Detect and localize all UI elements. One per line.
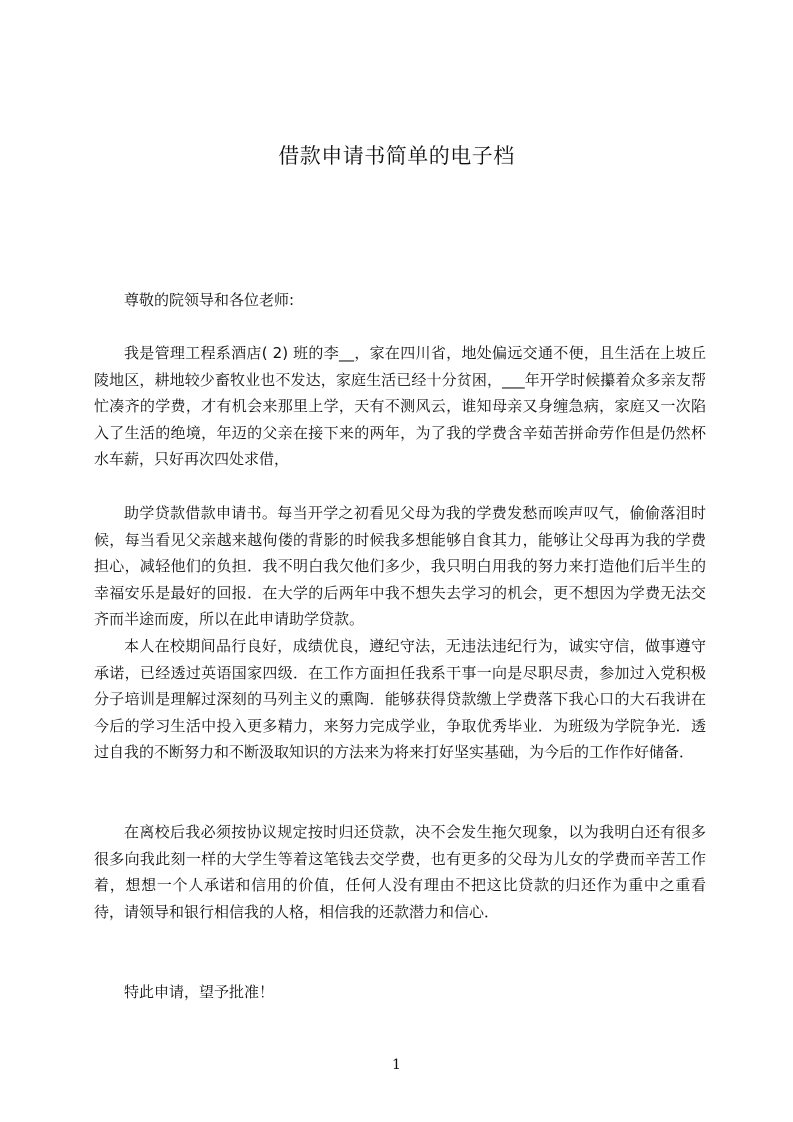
- body-paragraph-2: 助学贷款借款申请书。每当开学之初看见父母为我的学费发愁而唉声叹气，偷偷落泪时候，每当看见父亲越来越佝偻的背影的时候我多想能够自食其力，能够让父母再为我的学费担心，减轻他们的负担．我不明白我欠他们多少，我只明白用我的努力来打造他们后半生的幸福安乐是最好的回报．在大学的后两年中我不想失去学习的机会，更不想因为学费无法交齐而半途而废，所以在此申请助学贷款。: [94, 504, 706, 629]
- paragraph-block-2: [94, 500, 706, 633]
- salutation: 尊敬的院领导和各位老师:: [124, 291, 295, 309]
- paragraph-block-4: [94, 819, 706, 925]
- closing-block: [94, 979, 706, 1006]
- body-paragraph-1: 我是管理工程系酒店( 2) 班的李__，家在四川省，地处偏远交通不便，且生活在上坡丘陵地区，耕地较少畜牧业也不发达，家庭生活已经十分贫困，___年开学时候攥着众多亲友帮忙凑齐的学费，才有机会来那里上学，天有不测风云，谁知母亲又身缠急病，家庭又一次陷入了生活的绝境，年迈的父亲在接下来的两年，为了我的学费含辛茹苦拼命劳作但是仍然杯水车薪，只好再次四处求借，: [94, 344, 706, 469]
- page-number: 1: [392, 1057, 401, 1073]
- paragraph-block-1: [94, 340, 706, 473]
- salutation-block: [94, 287, 706, 314]
- body-paragraph-3: 本人在校期间品行良好，成绩优良，遵纪守法，无违法违纪行为，诚实守信，做事遵守承诺，已经透过英语国家四级．在工作方面担任我系干事一向是尽职尽责，参加过入党积极分子培训是理解过深刻的马列主义的熏陶．能够获得贷款缴上学费落下我心口的大石我讲在今后的学习生活中投入更多精力，来努力完成学业，争取优秀毕业．为班级为学院争光．透过自我的不断努力和不断汲取知识的方法来为将来打好坚实基础，为今后的工作作好储备．: [94, 637, 706, 762]
- closing-line: 特此申请，望予批准！: [124, 983, 275, 1001]
- paragraph-block-3: [94, 633, 706, 766]
- body-paragraph-4: 在离校后我必须按协议规定按时归还贷款，决不会发生拖欠现象，以为我明白还有很多很多向我此刻一样的大学生等着这笔钱去交学费，也有更多的父母为儿女的学费而辛苦工作着，想想一个人承诺和信用的价值，任何人没有理由不把这比贷款的归还作为重中之重看待，请领导和银行相信我的人格，相信我的还款潜力和信心．: [94, 823, 706, 921]
- document-title: 借款申请书简单的电子档: [278, 144, 515, 168]
